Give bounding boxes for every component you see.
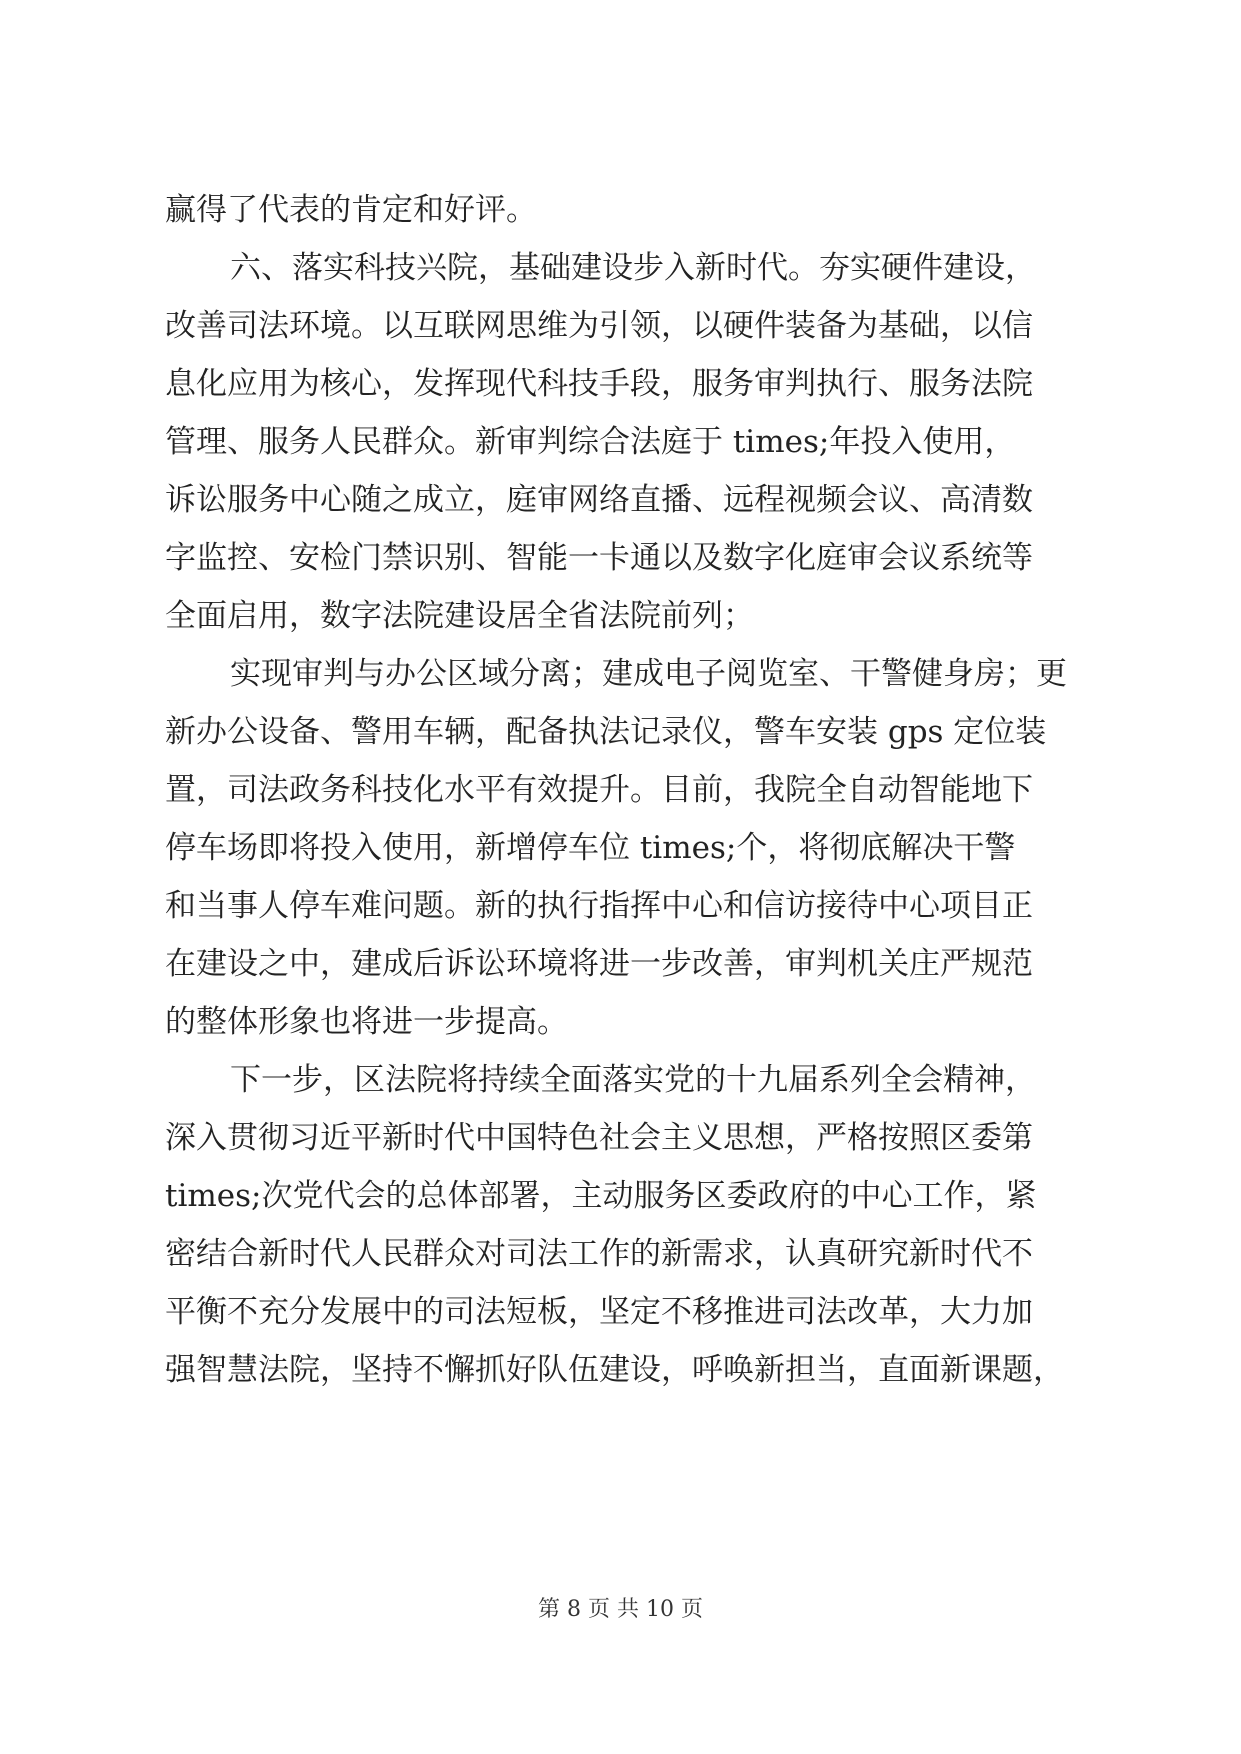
text-line: times;次党代会的总体部署，主动服务区委政府的中心工作，紧 (165, 1178, 1037, 1214)
text-line: 在建设之中，建成后诉讼环境将进一步改善，审判机关庄严规范 (165, 946, 1033, 982)
text-line: 下一步，区法院将持续全面落实党的十九届系列全会精神， (230, 1062, 1036, 1098)
page-footer: 第 8 页 共 10 页 (538, 1597, 703, 1622)
text-line: 强智慧法院，坚持不懈抓好队伍建设，呼唤新担当，直面新课题， (165, 1352, 1064, 1388)
text-line: 字监控、安检门禁识别、智能一卡通以及数字化庭审会议系统等 (165, 540, 1033, 576)
text-line: 六、落实科技兴院，基础建设步入新时代。夯实硬件建设， (230, 250, 1036, 286)
text-line: 改善司法环境。以互联网思维为引领，以硬件装备为基础，以信 (165, 308, 1033, 344)
text-line: 密结合新时代人民群众对司法工作的新需求，认真研究新时代不 (165, 1236, 1033, 1272)
text-line: 全面启用，数字法院建设居全省法院前列； (165, 598, 754, 634)
text-line: 平衡不充分发展中的司法短板，坚定不移推进司法改革，大力加 (165, 1294, 1033, 1330)
text-line: 新办公设备、警用车辆，配备执法记录仪，警车安装 gps 定位装 (165, 714, 1047, 750)
text-line: 和当事人停车难问题。新的执行指挥中心和信访接待中心项目正 (165, 888, 1033, 924)
text-line: 深入贯彻习近平新时代中国特色社会主义思想，严格按照区委第 (165, 1120, 1033, 1156)
text-line: 置，司法政务科技化水平有效提升。目前，我院全自动智能地下 (165, 772, 1033, 808)
text-line: 赢得了代表的肯定和好评。 (165, 192, 537, 228)
text-line: 管理、服务人民群众。新审判综合法庭于 times;年投入使用， (165, 424, 1016, 460)
text-line: 诉讼服务中心随之成立，庭审网络直播、远程视频会议、高清数 (165, 482, 1033, 518)
text-line: 息化应用为核心，发挥现代科技手段，服务审判执行、服务法院 (165, 366, 1033, 402)
text-line: 实现审判与办公区域分离；建成电子阅览室、干警健身房；更 (230, 656, 1067, 692)
text-line: 停车场即将投入使用，新增停车位 times;个，将彻底解决干警 (165, 830, 1016, 866)
text-line: 的整体形象也将进一步提高。 (165, 1004, 568, 1040)
